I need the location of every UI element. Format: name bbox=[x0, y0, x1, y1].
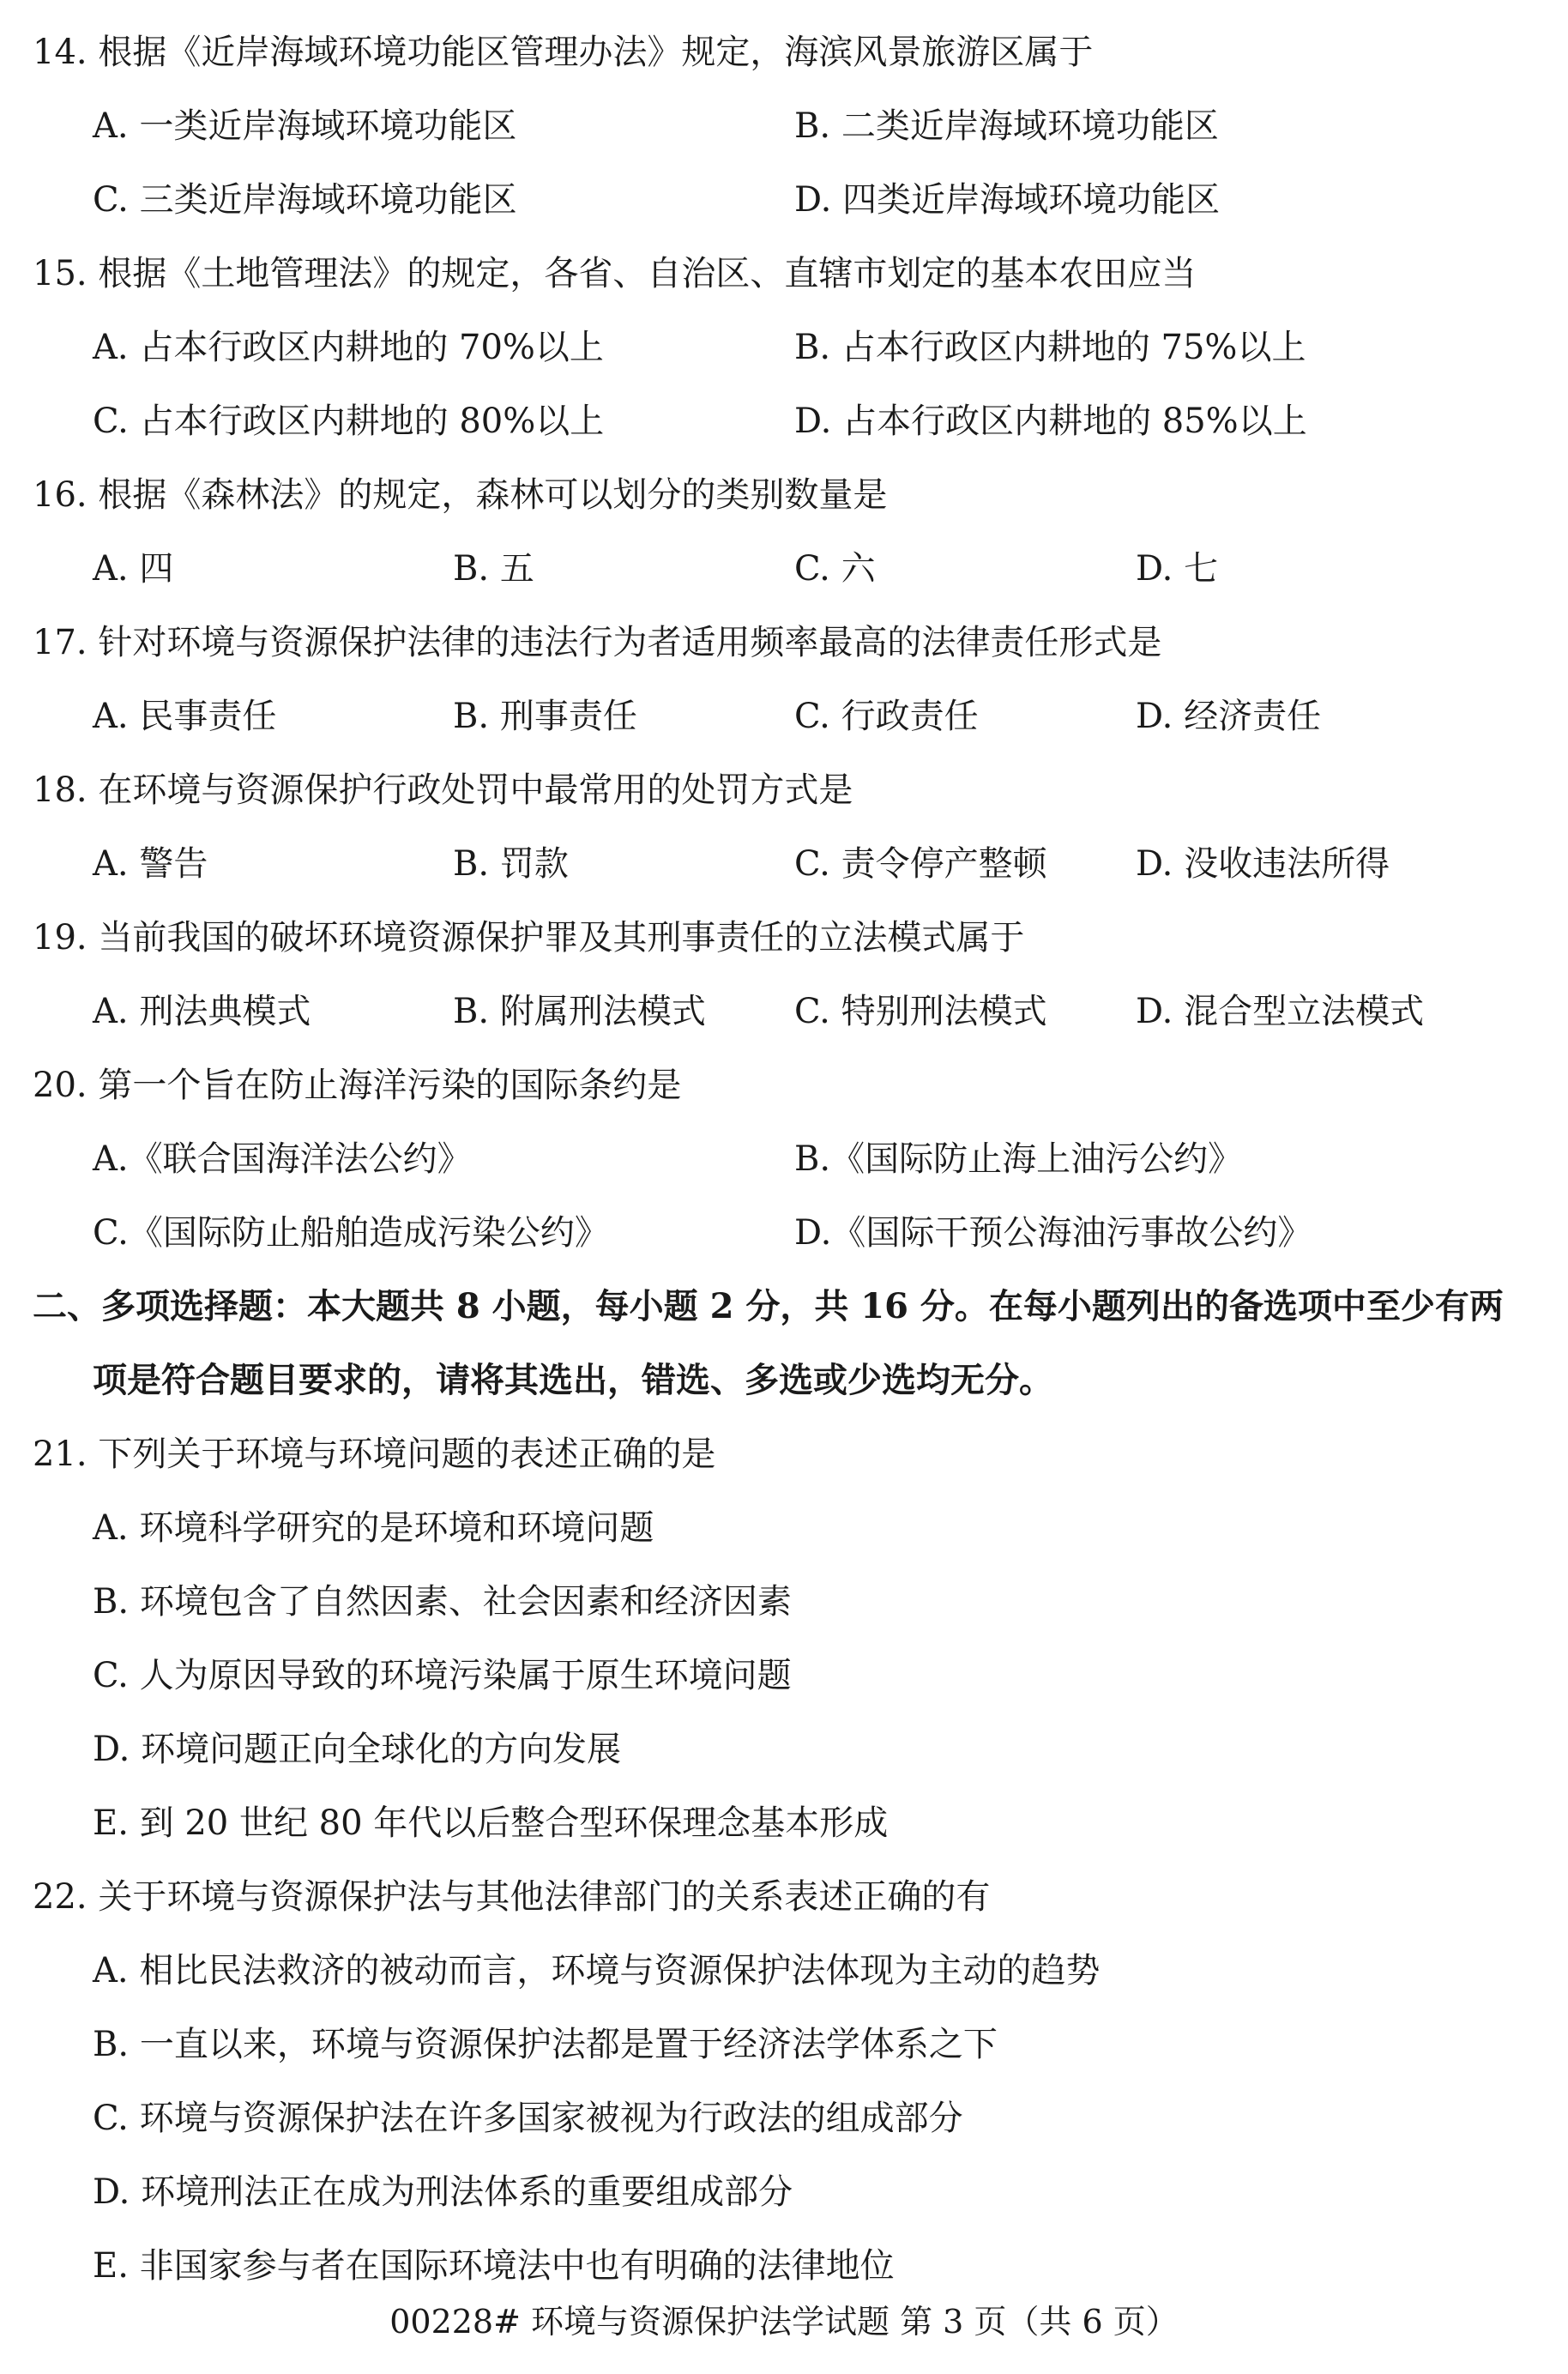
question-19-option-a: A. 刑法典模式 bbox=[93, 992, 311, 1031]
question-17-stem: 17. 针对环境与资源保护法律的违法行为者适用频率最高的法律责任形式是 bbox=[33, 623, 1162, 662]
question-17-option-a: A. 民事责任 bbox=[93, 697, 277, 736]
question-18-option-b: B. 罚款 bbox=[453, 844, 569, 884]
question-16-option-d: D. 七 bbox=[1136, 549, 1219, 589]
question-21-option-e: E. 到 20 世纪 80 年代以后整合型环保理念基本形成 bbox=[93, 1803, 889, 1843]
question-22-stem: 22. 关于环境与资源保护法与其他法律部门的关系表述正确的有 bbox=[33, 1877, 991, 1917]
question-20-option-d: D.《国际干预公海油污事故公约》 bbox=[794, 1213, 1312, 1253]
question-16-option-c: C. 六 bbox=[794, 549, 876, 589]
question-20-option-b: B.《国际防止海上油污公约》 bbox=[794, 1139, 1243, 1179]
question-14-option-a: A. 一类近岸海域环境功能区 bbox=[93, 106, 517, 146]
question-16-option-a: A. 四 bbox=[93, 549, 174, 589]
question-20-stem: 20. 第一个旨在防止海洋污染的国际条约是 bbox=[33, 1066, 682, 1105]
question-15-option-a: A. 占本行政区内耕地的 70%以上 bbox=[93, 328, 604, 367]
question-16-stem: 16. 根据《森林法》的规定，森林可以划分的类别数量是 bbox=[33, 475, 888, 515]
question-14-stem: 14. 根据《近岸海域环境功能区管理办法》规定，海滨风景旅游区属于 bbox=[33, 33, 1094, 72]
question-14-option-c: C. 三类近岸海域环境功能区 bbox=[93, 180, 517, 220]
question-21-stem: 21. 下列关于环境与环境问题的表述正确的是 bbox=[33, 1435, 716, 1474]
question-15-option-d: D. 占本行政区内耕地的 85%以上 bbox=[794, 402, 1307, 441]
page-footer: 00228# 环境与资源保护法学试题 第 3 页（共 6 页） bbox=[389, 2303, 1179, 2341]
question-19-option-d: D. 混合型立法模式 bbox=[1136, 992, 1425, 1031]
question-20-option-c: C.《国际防止船舶造成污染公约》 bbox=[93, 1213, 609, 1253]
question-17-option-b: B. 刑事责任 bbox=[453, 697, 637, 736]
question-22-option-e: E. 非国家参与者在国际环境法中也有明确的法律地位 bbox=[93, 2246, 895, 2286]
question-17-option-d: D. 经济责任 bbox=[1136, 697, 1322, 736]
question-17-option-c: C. 行政责任 bbox=[794, 697, 979, 736]
question-20-option-a: A.《联合国海洋法公约》 bbox=[93, 1139, 472, 1179]
section-2-instructions-line-1: 二、多项选择题：本大题共 8 小题，每小题 2 分，共 16 分。在每小题列出的备选项中至少有两 bbox=[33, 1286, 1504, 1326]
question-15-option-c: C. 占本行政区内耕地的 80%以上 bbox=[93, 402, 605, 441]
question-19-option-b: B. 附属刑法模式 bbox=[453, 992, 706, 1031]
question-18-option-c: C. 责令停产整顿 bbox=[794, 844, 1047, 884]
question-15-stem: 15. 根据《土地管理法》的规定，各省、自治区、直辖市划定的基本农田应当 bbox=[33, 254, 1197, 293]
question-21-option-a: A. 环境科学研究的是环境和环境问题 bbox=[93, 1508, 654, 1548]
question-21-option-b: B. 环境包含了自然因素、社会因素和经济因素 bbox=[93, 1582, 792, 1622]
question-21-option-c: C. 人为原因导致的环境污染属于原生环境问题 bbox=[93, 1656, 792, 1695]
question-18-option-d: D. 没收违法所得 bbox=[1136, 844, 1390, 884]
question-22-option-a: A. 相比民法救济的被动而言，环境与资源保护法体现为主动的趋势 bbox=[93, 1951, 1101, 1990]
question-16-option-b: B. 五 bbox=[453, 549, 534, 589]
question-18-stem: 18. 在环境与资源保护行政处罚中最常用的处罚方式是 bbox=[33, 770, 853, 810]
question-14-option-d: D. 四类近岸海域环境功能区 bbox=[794, 180, 1221, 220]
question-15-option-b: B. 占本行政区内耕地的 75%以上 bbox=[794, 328, 1306, 367]
question-22-option-b: B. 一直以来，环境与资源保护法都是置于经济法学体系之下 bbox=[93, 2025, 998, 2064]
question-22-option-d: D. 环境刑法正在成为刑法体系的重要组成部分 bbox=[93, 2172, 793, 2212]
question-18-option-a: A. 警告 bbox=[93, 844, 208, 884]
question-19-stem: 19. 当前我国的破坏环境资源保护罪及其刑事责任的立法模式属于 bbox=[33, 918, 1025, 957]
section-2-instructions-line-2: 项是符合题目要求的，请将其选出，错选、多选或少选均无分。 bbox=[93, 1360, 1053, 1400]
question-14-option-b: B. 二类近岸海域环境功能区 bbox=[794, 106, 1219, 146]
question-21-option-d: D. 环境问题正向全球化的方向发展 bbox=[93, 1730, 622, 1769]
question-22-option-c: C. 环境与资源保护法在许多国家被视为行政法的组成部分 bbox=[93, 2099, 963, 2138]
question-19-option-c: C. 特别刑法模式 bbox=[794, 992, 1047, 1031]
